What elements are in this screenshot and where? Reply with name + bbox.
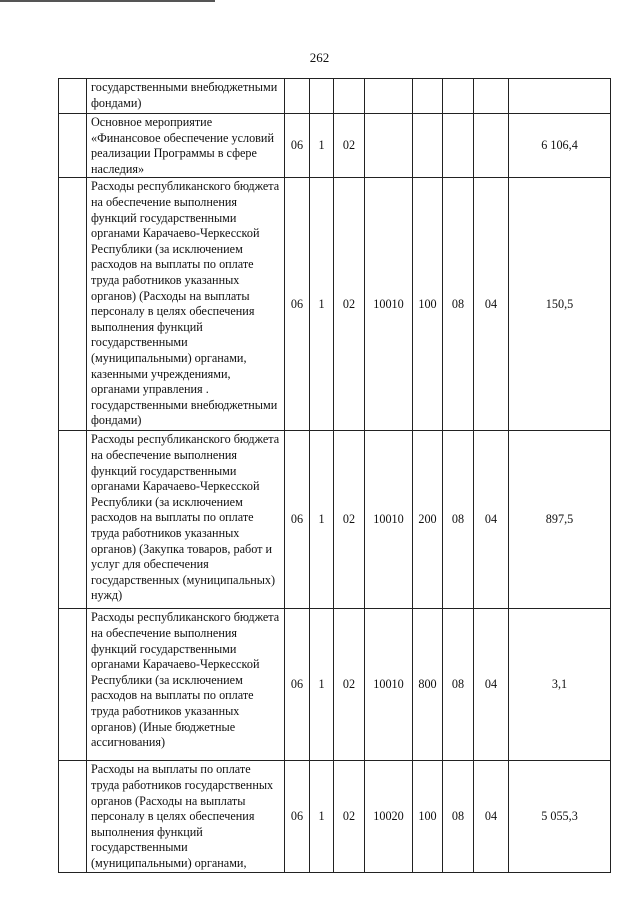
index-cell <box>59 178 87 431</box>
subprogram-code-cell: 1 <box>310 178 334 431</box>
description-cell: Расходы на выплаты по оплате труда работников государственных органов (Расходы на выплаты персоналу в целях обеспечения выполнения функций государственными (муниципальными) органами, <box>87 761 285 872</box>
section-code-cell: 08 <box>443 178 474 431</box>
expense-type-cell: 100 <box>413 178 443 431</box>
index-cell <box>59 761 87 872</box>
index-cell <box>59 431 87 609</box>
program-code-cell: 06 <box>285 431 310 609</box>
program-code-cell: 06 <box>285 761 310 872</box>
subsection-code-cell <box>474 79 509 114</box>
description-cell: Основное мероприятие «Финансовое обеспечение условий реализации Программы в сфере наследия» <box>87 114 285 178</box>
table-row <box>59 178 611 431</box>
table-row <box>59 761 611 872</box>
subsection-code-cell <box>474 114 509 178</box>
direction-code-cell: 10010 <box>365 609 413 761</box>
subprogram-code-cell: 1 <box>310 609 334 761</box>
amount-cell: 6 106,4 <box>509 114 611 178</box>
event-code-cell: 02 <box>334 609 365 761</box>
direction-code-cell <box>365 79 413 114</box>
subprogram-code-cell <box>310 79 334 114</box>
direction-code-cell: 10010 <box>365 178 413 431</box>
subsection-code-cell: 04 <box>474 609 509 761</box>
event-code-cell: 02 <box>334 431 365 609</box>
amount-cell: 150,5 <box>509 178 611 431</box>
program-code-cell <box>285 79 310 114</box>
subprogram-code-cell: 1 <box>310 114 334 178</box>
direction-code-cell: 10020 <box>365 761 413 872</box>
subsection-code-cell: 04 <box>474 178 509 431</box>
direction-code-cell <box>365 114 413 178</box>
section-code-cell: 08 <box>443 761 474 872</box>
expense-type-cell: 800 <box>413 609 443 761</box>
description-cell: государственными внебюджетными фондами) <box>87 79 285 114</box>
subprogram-code-cell: 1 <box>310 761 334 872</box>
amount-cell: 897,5 <box>509 431 611 609</box>
description-cell: Расходы республиканского бюджета на обеспечение выполнения функций государственными органами Карачаево-Черкесской Республики (за исключением расходов на выплаты по оплате труда работников указанных органов) (Иные бюджетные ассигнования) <box>87 609 285 761</box>
expense-type-cell: 200 <box>413 431 443 609</box>
amount-cell <box>509 79 611 114</box>
event-code-cell: 02 <box>334 114 365 178</box>
section-code-cell <box>443 114 474 178</box>
expense-type-cell: 100 <box>413 761 443 872</box>
program-code-cell: 06 <box>285 609 310 761</box>
description-cell: Расходы республиканского бюджета на обеспечение выполнения функций государственными органами Карачаево-Черкесской Республики (за исключением расходов на выплаты по оплате труда работников указанных органов) (Расходы на выплаты персоналу в целях обеспечения выполнения функций государственными (муниципальными) органами, казенными учреждениями, органами управления . государственными внебюджетными фондами) <box>87 178 285 431</box>
subsection-code-cell: 04 <box>474 761 509 872</box>
page-number: 262 <box>309 50 330 65</box>
subsection-code-cell: 04 <box>474 431 509 609</box>
amount-cell: 5 055,3 <box>509 761 611 872</box>
expense-type-cell <box>413 79 443 114</box>
index-cell <box>59 609 87 761</box>
event-code-cell: 02 <box>334 178 365 431</box>
description-cell: Расходы республиканского бюджета на обеспечение выполнения функций государственными органами Карачаево-Черкесской Республики (за исключением расходов на выплаты по оплате труда работников указанных органов) (Закупка товаров, работ и услуг для обеспечения государственных (муниципальных) нужд) <box>87 431 285 609</box>
program-code-cell: 06 <box>285 178 310 431</box>
event-code-cell: 02 <box>334 761 365 872</box>
section-code-cell: 08 <box>443 609 474 761</box>
budget-table <box>58 78 611 873</box>
section-code-cell <box>443 79 474 114</box>
event-code-cell <box>334 79 365 114</box>
top-edge-rule <box>0 0 215 2</box>
subprogram-code-cell: 1 <box>310 431 334 609</box>
direction-code-cell: 10010 <box>365 431 413 609</box>
section-code-cell: 08 <box>443 431 474 609</box>
expense-type-cell <box>413 114 443 178</box>
table-row <box>59 609 611 761</box>
table-row <box>59 79 611 114</box>
table-row <box>59 431 611 609</box>
amount-cell: 3,1 <box>509 609 611 761</box>
index-cell <box>59 79 87 114</box>
table-row <box>59 114 611 178</box>
program-code-cell: 06 <box>285 114 310 178</box>
index-cell <box>59 114 87 178</box>
